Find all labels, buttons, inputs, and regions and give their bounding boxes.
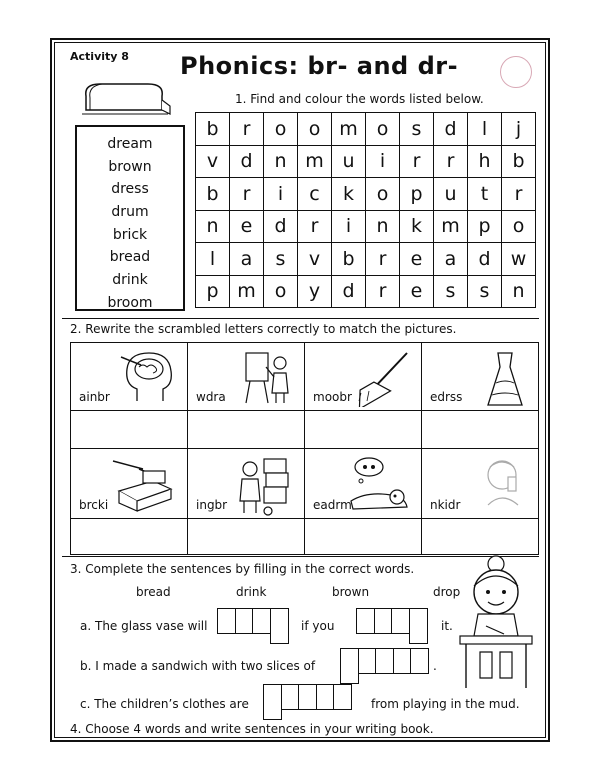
grid-letter[interactable]: o	[366, 178, 400, 211]
scrambled-word: wdra	[196, 390, 226, 404]
picture-cell	[422, 449, 539, 519]
instruction-4: 4. Choose 4 words and write sentences in your writing book.	[70, 722, 434, 736]
word-list-item: broom	[107, 294, 153, 311]
grid-letter[interactable]: m	[230, 275, 264, 308]
picture-cell	[71, 449, 188, 519]
sentence-a-mid: if you	[301, 619, 335, 633]
scrambled-word: ingbr	[196, 498, 228, 512]
grid-letter[interactable]: y	[298, 275, 332, 308]
grid-letter[interactable]: o	[264, 275, 298, 308]
grid-letter[interactable]: c	[298, 178, 332, 211]
grid-letter[interactable]: o	[298, 113, 332, 146]
answer-boxes-a1[interactable]	[217, 608, 287, 644]
picture-table	[70, 342, 539, 555]
grid-letter[interactable]: p	[400, 178, 434, 211]
picture-cell	[71, 343, 188, 411]
grid-letter[interactable]: r	[400, 145, 434, 178]
grid-letter[interactable]: r	[298, 210, 332, 243]
grid-letter[interactable]: i	[264, 178, 298, 211]
grid-letter[interactable]: n	[196, 210, 230, 243]
grid-letter[interactable]: r	[366, 243, 400, 276]
word-list-item: drink	[112, 272, 148, 289]
grid-letter[interactable]: w	[502, 243, 536, 276]
grid-letter[interactable]: o	[366, 113, 400, 146]
page-title: Phonics: br- and dr-	[180, 52, 459, 80]
grid-letter[interactable]: l	[468, 113, 502, 146]
grid-letter[interactable]: s	[400, 113, 434, 146]
brain-icon	[119, 349, 179, 403]
grid-letter[interactable]: t	[468, 178, 502, 211]
word-bank-item: brown	[332, 585, 370, 599]
grid-letter[interactable]: p	[196, 275, 230, 308]
scrambled-word: edrss	[430, 390, 463, 404]
sentence-c-end: from playing in the mud.	[371, 697, 520, 711]
word-list-item: brown	[108, 158, 152, 175]
bread-icon	[78, 78, 173, 118]
scrambled-word: brcki	[79, 498, 109, 512]
grid-letter[interactable]: r	[230, 113, 264, 146]
word-bank-item: drop	[433, 585, 461, 599]
picture-cell	[188, 343, 305, 411]
picture-cell	[188, 449, 305, 519]
girl-writing-icon	[456, 552, 536, 692]
grid-row	[196, 210, 536, 243]
scrambled-word: nkidr	[430, 498, 461, 512]
word-list-item: dress	[111, 181, 149, 198]
grid-letter[interactable]: o	[264, 113, 298, 146]
word-list-item: brick	[112, 226, 148, 243]
sentence-b-end: .	[433, 659, 437, 673]
grid-letter[interactable]: p	[468, 210, 502, 243]
word-list-item: drum	[111, 204, 149, 221]
word-bank-item: drink	[236, 585, 267, 599]
grid-letter[interactable]: n	[264, 145, 298, 178]
grid-letter[interactable]: s	[264, 243, 298, 276]
word-list	[75, 125, 185, 311]
answer-cell[interactable]	[422, 411, 539, 449]
grid-letter[interactable]: b	[332, 243, 366, 276]
word-list-item: dream	[107, 136, 153, 152]
grid-letter[interactable]: d	[434, 113, 468, 146]
dress-icon	[480, 349, 530, 409]
answer-cell[interactable]	[188, 411, 305, 449]
grid-letter[interactable]: i	[366, 145, 400, 178]
drinking-child-icon	[480, 455, 530, 511]
grid-letter[interactable]: o	[502, 210, 536, 243]
grid-letter[interactable]: u	[434, 178, 468, 211]
sentence-a-text: a. The glass vase will	[80, 619, 208, 633]
grid-letter[interactable]: b	[196, 113, 230, 146]
answer-boxes-c[interactable]	[263, 684, 351, 720]
grid-letter[interactable]: b	[196, 178, 230, 211]
brick-icon	[109, 455, 179, 513]
picture-cell	[305, 449, 422, 519]
sentence-a-end: it.	[441, 619, 453, 633]
grid-letter[interactable]: s	[434, 275, 468, 308]
word-bank-item: bread	[136, 585, 171, 599]
grid-letter[interactable]: d	[332, 275, 366, 308]
grid-row	[196, 275, 536, 308]
section-divider	[62, 318, 539, 319]
grid-letter[interactable]: d	[468, 243, 502, 276]
grid-letter[interactable]: u	[332, 145, 366, 178]
picture-cell	[422, 343, 539, 411]
instruction-3: 3. Complete the sentences by filling in the correct words.	[70, 562, 415, 576]
dreaming-child-icon	[347, 455, 413, 515]
grid-letter[interactable]: a	[434, 243, 468, 276]
sentence-c-text: c. The children’s clothes are	[80, 697, 249, 711]
grid-letter[interactable]: v	[196, 145, 230, 178]
grid-row	[196, 145, 536, 178]
grid-letter[interactable]: r	[502, 178, 536, 211]
answer-cell[interactable]	[305, 519, 422, 555]
broom-icon	[349, 349, 413, 407]
grid-letter[interactable]: n	[502, 275, 536, 308]
delivery-person-icon	[234, 455, 296, 517]
sentence-b-text: b. I made a sandwich with two slices of	[80, 659, 316, 673]
answer-boxes-a2[interactable]	[356, 608, 426, 644]
grid-letter[interactable]: r	[230, 178, 264, 211]
grid-letter[interactable]: m	[332, 113, 366, 146]
grid-letter[interactable]: j	[502, 113, 536, 146]
instruction-2: 2. Rewrite the scrambled letters correctly to match the pictures.	[70, 322, 457, 336]
grid-letter[interactable]: e	[400, 275, 434, 308]
grid-letter[interactable]: m	[434, 210, 468, 243]
scrambled-word: moobr	[313, 390, 352, 404]
grid-letter[interactable]: r	[434, 145, 468, 178]
grid-letter[interactable]: k	[332, 178, 366, 211]
grid-letter[interactable]: d	[264, 210, 298, 243]
answer-boxes-b[interactable]	[340, 648, 428, 684]
grid-row	[196, 113, 536, 146]
word-search-grid	[195, 112, 536, 308]
grid-row	[196, 243, 536, 276]
grid-letter[interactable]: i	[332, 210, 366, 243]
answer-cell[interactable]	[422, 519, 539, 555]
scrambled-word: ainbr	[79, 390, 110, 404]
answer-cell[interactable]	[305, 411, 422, 449]
grid-row	[196, 178, 536, 211]
word-list-item: bread	[109, 249, 151, 266]
grid-letter[interactable]: d	[230, 145, 264, 178]
grid-letter[interactable]: m	[298, 145, 332, 178]
grid-letter[interactable]: e	[230, 210, 264, 243]
drawing-easel-icon	[236, 349, 296, 405]
grid-letter[interactable]: r	[366, 275, 400, 308]
picture-cell	[305, 343, 422, 411]
grid-letter[interactable]: b	[502, 145, 536, 178]
grid-letter[interactable]: k	[400, 210, 434, 243]
grid-letter[interactable]: h	[468, 145, 502, 178]
brand-logo	[500, 56, 532, 88]
answer-cell[interactable]	[188, 519, 305, 555]
answer-cell[interactable]	[71, 519, 188, 555]
activity-label: Activity 8	[70, 50, 129, 63]
grid-letter[interactable]: e	[400, 243, 434, 276]
scrambled-word: eadrm	[313, 498, 352, 512]
grid-letter[interactable]: s	[468, 275, 502, 308]
instruction-1: 1. Find and colour the words listed below.	[235, 92, 484, 106]
grid-letter[interactable]: l	[196, 243, 230, 276]
grid-letter[interactable]: v	[298, 243, 332, 276]
answer-cell[interactable]	[71, 411, 188, 449]
grid-letter[interactable]: a	[230, 243, 264, 276]
grid-letter[interactable]: n	[366, 210, 400, 243]
